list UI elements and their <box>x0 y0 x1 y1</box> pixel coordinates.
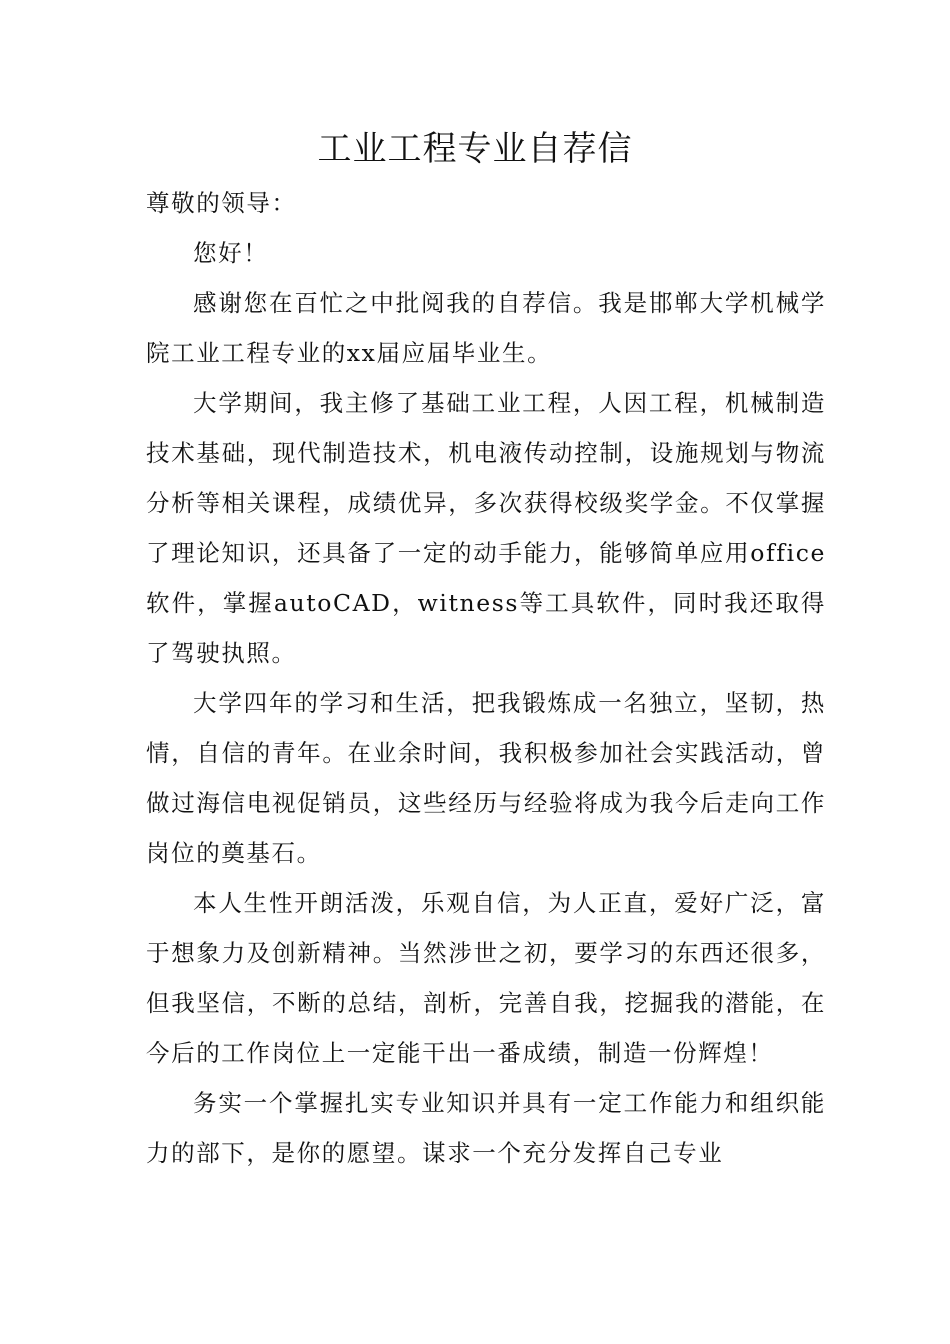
salutation: 尊敬的领导： <box>146 189 297 217</box>
document-title: 工业工程专业自荐信 <box>317 129 633 169</box>
greeting: 您好！ <box>193 239 269 267</box>
letter-body <box>146 178 826 1178</box>
paragraph: 大学期间，我主修了基础工业工程，人因工程，机械制造技术基础，现代制造技术，机电液传动控制，设施规划与物流分析等相关课程，成绩优异，多次获得校级奖学金。不仅掌握了理论知识，还具备了一定的动手能力，能够简单应用office软件，掌握autoCAD，witness等工具软件，同时我还取得了驾驶执照。 <box>146 389 826 667</box>
paragraph: 务实一个掌握扎实专业知识并具有一定工作能力和组织能力的部下，是你的愿望。谋求一个充分发挥自己专业 <box>146 1089 826 1167</box>
paragraph: 本人生性开朗活泼，乐观自信，为人正直，爱好广泛，富于想象力及创新精神。当然涉世之初，要学习的东西还很多，但我坚信，不断的总结，剖析，完善自我，挖掘我的潜能，在今后的工作岗位上一定能干出一番成绩，制造一份辉煌！ <box>146 889 826 1067</box>
paragraph: 感谢您在百忙之中批阅我的自荐信。我是邯郸大学机械学院工业工程专业的xx届应届毕业生。 <box>146 289 826 367</box>
paragraph: 大学四年的学习和生活，把我锻炼成一名独立，坚韧，热情，自信的青年。在业余时间，我积极参加社会实践活动，曾做过海信电视促销员，这些经历与经验将成为我今后走向工作岗位的奠基石。 <box>146 689 826 867</box>
